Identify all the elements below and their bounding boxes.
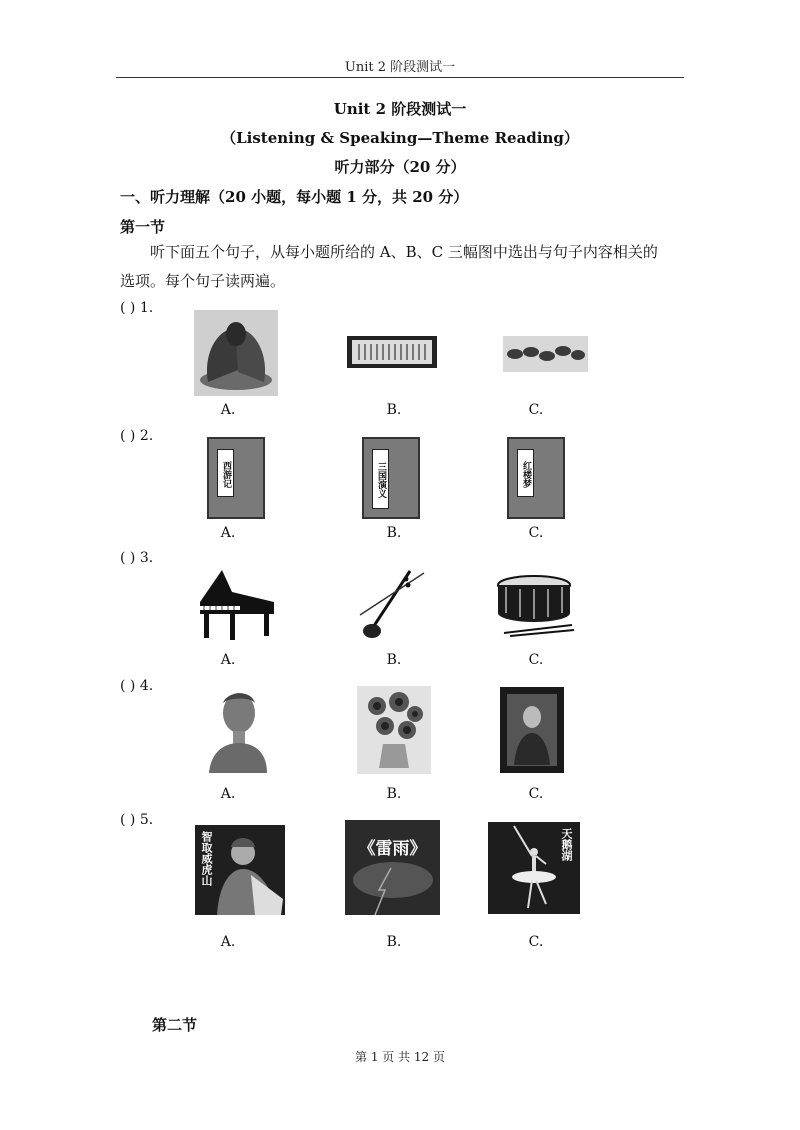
- option-image-swan-lake[interactable]: [488, 822, 580, 914]
- option-label-4b: B.: [386, 786, 402, 802]
- horses-icon: [503, 336, 588, 372]
- option-image-drum[interactable]: [492, 573, 577, 639]
- option-image-zhiqu-weihushan[interactable]: [195, 825, 285, 915]
- book-title-label: 红楼梦: [517, 449, 534, 497]
- page-subtitle: （Listening & Speaking—Theme Reading）: [221, 129, 579, 147]
- question-number-5: ( ) 5.: [120, 812, 154, 828]
- section-title: 听力部分（20 分）: [334, 158, 466, 176]
- scroll-icon: [347, 336, 437, 368]
- option-image-horses-painting[interactable]: [503, 336, 588, 372]
- sunflowers-icon: [357, 686, 431, 774]
- section-heading: 一、听力理解（20 小题，每小题 1 分，共 20 分）: [120, 188, 469, 206]
- option-label-5b: B.: [386, 934, 402, 950]
- question-number-4: ( ) 4.: [120, 678, 154, 694]
- option-label-3c: C.: [528, 652, 544, 668]
- option-image-hands-sculpture[interactable]: [194, 310, 278, 396]
- option-label-1a: A.: [220, 402, 236, 418]
- header-divider: [116, 77, 684, 78]
- mona-lisa-icon: [500, 687, 564, 773]
- part2-heading: 第二节: [152, 1016, 198, 1034]
- book-title-label: 三国演义: [372, 449, 389, 509]
- option-label-3b: B.: [386, 652, 402, 668]
- question-number-2: ( ) 2.: [120, 428, 154, 444]
- option-image-erhu[interactable]: [354, 565, 428, 645]
- part1-heading: 第一节: [120, 218, 166, 236]
- option-label-4a: A.: [220, 786, 236, 802]
- erhu-icon: [354, 565, 428, 645]
- play-title-text: 《雷雨》: [358, 839, 427, 859]
- question-number-3: ( ) 3.: [120, 550, 154, 566]
- option-image-david-bust[interactable]: [205, 687, 271, 775]
- bust-icon: [205, 687, 271, 775]
- option-label-4c: C.: [528, 786, 544, 802]
- hands-sculpture-icon: [194, 310, 278, 396]
- ballet-title-text: 天鹅湖: [560, 828, 573, 861]
- question-number-1: ( ) 1.: [120, 300, 154, 316]
- option-image-sunflowers[interactable]: [357, 686, 431, 774]
- page-footer: 第 1 页 共 12 页: [355, 1050, 445, 1064]
- page-title: Unit 2 阶段测试一: [333, 100, 467, 118]
- piano-icon: [192, 562, 280, 644]
- option-image-calligraphy-scroll[interactable]: [347, 336, 437, 368]
- option-image-piano[interactable]: [192, 562, 280, 644]
- option-label-2b: B.: [386, 525, 402, 541]
- option-label-1c: C.: [528, 402, 544, 418]
- option-image-book-hongloumeng[interactable]: [507, 437, 565, 519]
- drum-icon: [492, 573, 577, 639]
- option-image-book-sanguo[interactable]: [362, 437, 420, 519]
- page-header: Unit 2 阶段测试一: [344, 60, 456, 75]
- option-image-book-xiyouji[interactable]: [207, 437, 265, 519]
- option-label-5c: C.: [528, 934, 544, 950]
- option-label-2a: A.: [220, 525, 236, 541]
- option-label-5a: A.: [220, 934, 236, 950]
- option-label-3a: A.: [220, 652, 236, 668]
- book-title-label: 西游记: [217, 449, 234, 497]
- instruction-line-1: 听下面五个句子，从每小题所给的 A、B、C 三幅图中选出与句子内容相关的: [150, 243, 658, 261]
- option-label-1b: B.: [386, 402, 402, 418]
- option-image-mona-lisa[interactable]: [500, 687, 564, 773]
- option-label-2c: C.: [528, 525, 544, 541]
- instruction-line-2: 选项。每个句子读两遍。: [120, 272, 286, 290]
- option-image-thunderstorm[interactable]: [345, 820, 440, 915]
- opera-title-text: 智取威虎山: [200, 831, 213, 886]
